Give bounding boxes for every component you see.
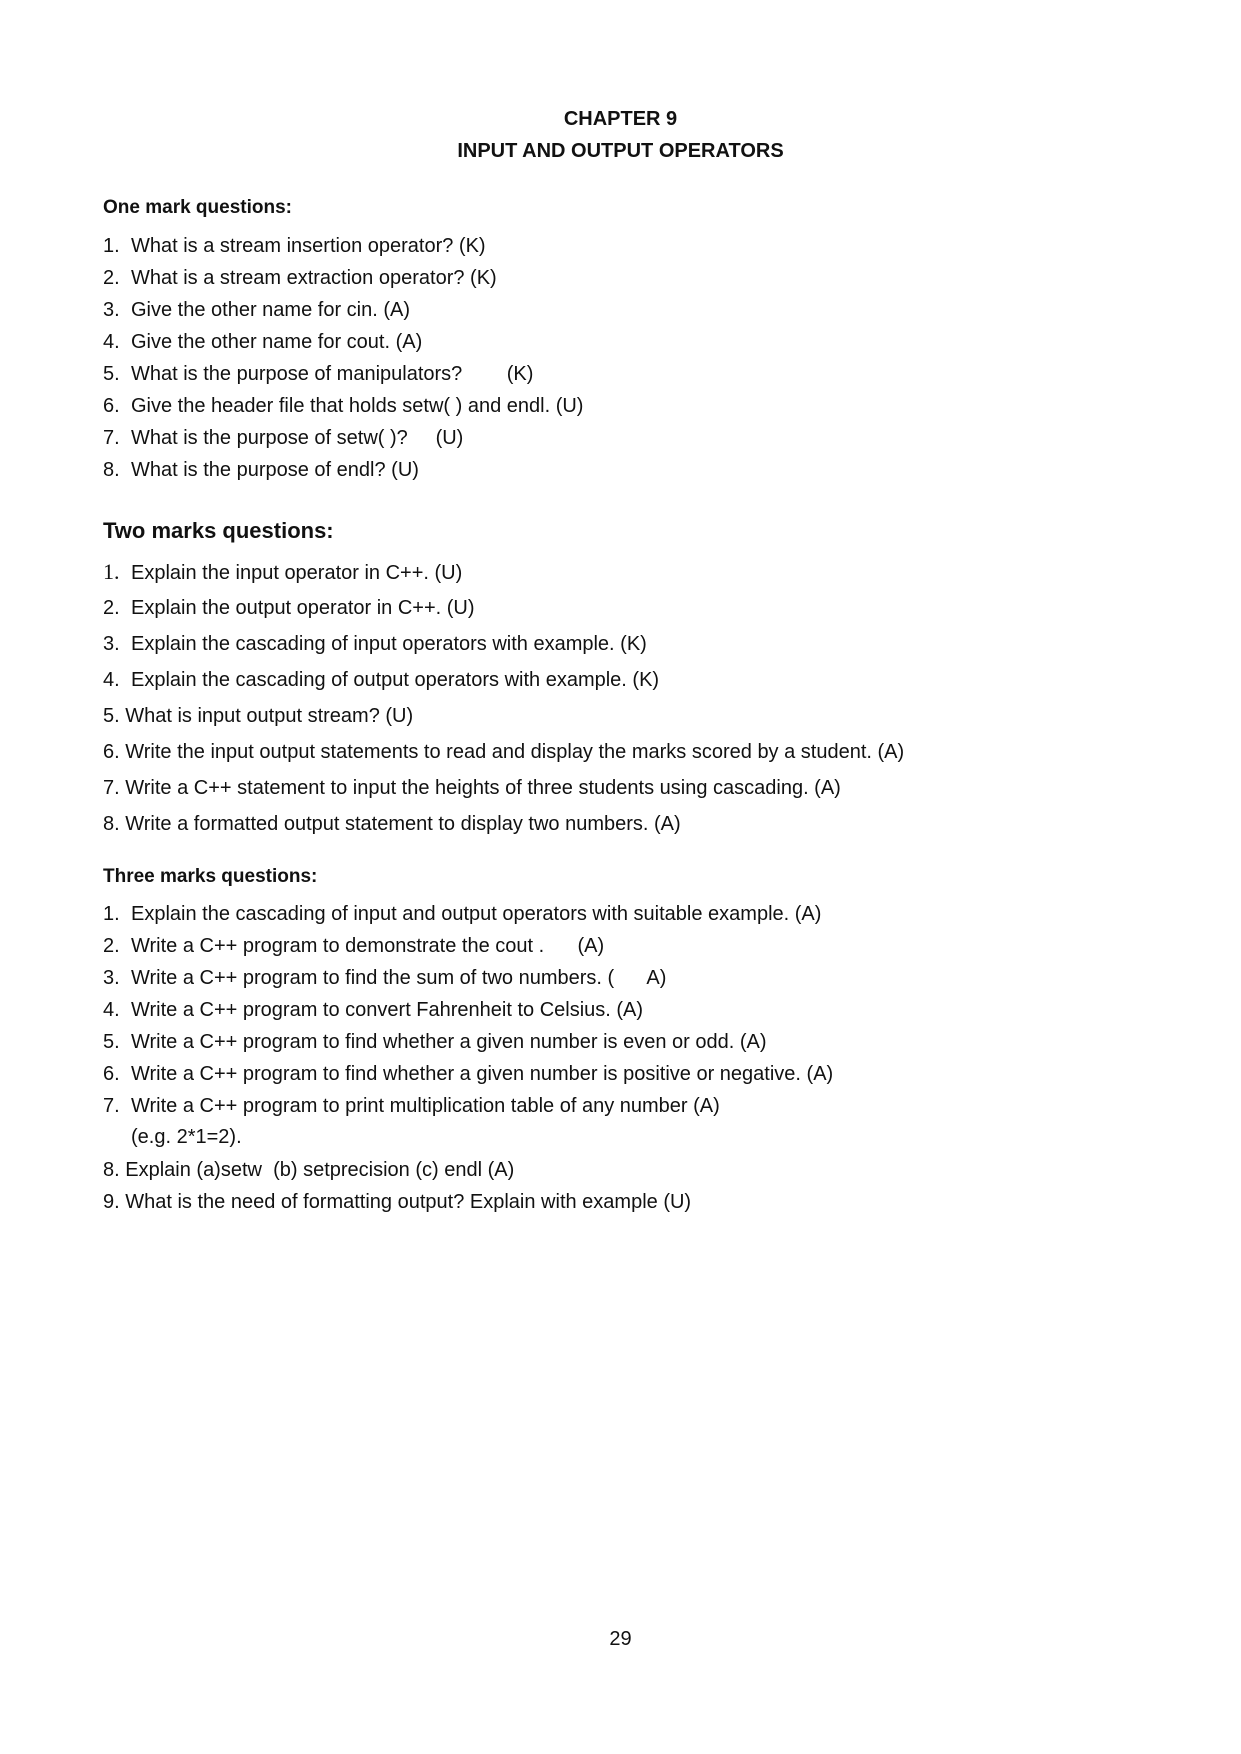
chapter-subtitle: INPUT AND OUTPUT OPERATORS <box>457 140 784 162</box>
question-text: Explain (a)setw (b) setprecision (c) endl (A) <box>125 1159 515 1181</box>
one-mark-question <box>103 298 410 322</box>
question-number: 1. <box>103 559 120 584</box>
question-number: 4. <box>103 669 120 691</box>
two-marks-question <box>103 740 904 764</box>
three-marks-heading: Three marks questions: <box>103 866 318 887</box>
question-text: Write a C++ program to convert Fahrenheit to Celsius. (A) <box>131 999 644 1021</box>
question-number: 8. <box>103 1159 120 1181</box>
one-mark-question <box>103 266 497 290</box>
question-number: 6. <box>103 741 120 763</box>
question-text: Write a C++ program to demonstrate the cout . (A) <box>131 935 605 957</box>
one-mark-question <box>103 458 419 482</box>
one-mark-question <box>103 362 533 386</box>
question-text: What is a stream extraction operator? (K) <box>131 267 497 289</box>
three-marks-question <box>103 1158 514 1182</box>
three-marks-question <box>103 1062 833 1086</box>
three-marks-question <box>103 1190 691 1214</box>
question-text: Explain the cascading of output operators with example. (K) <box>131 669 660 691</box>
two-marks-question <box>103 776 841 800</box>
question-number: 4. <box>103 999 120 1021</box>
one-mark-question <box>103 394 583 418</box>
question-number: 2. <box>103 935 120 957</box>
question-number: 5. <box>103 1031 120 1053</box>
three-marks-question <box>103 998 643 1022</box>
question-text: What is the purpose of endl? (U) <box>131 459 419 481</box>
question-number: 7. <box>103 427 120 449</box>
question-number: 6. <box>103 1063 120 1085</box>
two-marks-heading: Two marks questions: <box>103 518 334 543</box>
question-number: 5. <box>103 705 120 727</box>
one-mark-question <box>103 234 486 258</box>
question-number: 1. <box>103 903 120 925</box>
question-text: Explain the cascading of input operators with example. (K) <box>131 633 647 655</box>
page-number: 29 <box>609 1628 632 1650</box>
question-continuation: (e.g. 2*1=2). <box>131 1126 242 1148</box>
two-marks-question <box>103 704 413 728</box>
question-number: 7. <box>103 1095 120 1117</box>
question-text: Explain the cascading of input and output operators with suitable example. (A) <box>131 903 822 925</box>
one-mark-question <box>103 426 463 450</box>
question-text: Write the input output statements to read and display the marks scored by a student. (A) <box>125 741 905 763</box>
question-text: Write a C++ program to find the sum of two numbers. ( A) <box>131 967 667 989</box>
one-mark-heading: One mark questions: <box>103 197 292 218</box>
two-marks-question <box>103 812 681 836</box>
question-number: 2. <box>103 267 120 289</box>
question-text: Explain the input operator in C++. (U) <box>131 562 463 584</box>
question-number: 5. <box>103 363 120 385</box>
question-number: 7. <box>103 777 120 799</box>
question-text: What is the need of formatting output? Explain with example (U) <box>125 1191 692 1213</box>
one-mark-question <box>103 330 422 354</box>
question-text: Write a C++ program to find whether a given number is even or odd. (A) <box>131 1031 767 1053</box>
question-text: Give the other name for cin. (A) <box>131 299 411 321</box>
question-text: What is the purpose of manipulators? (K) <box>131 363 534 385</box>
three-marks-question <box>103 902 821 926</box>
question-text: Write a C++ program to print multiplication table of any number (A) <box>131 1095 720 1117</box>
question-text: Write a C++ program to find whether a given number is positive or negative. (A) <box>131 1063 834 1085</box>
question-text: Give the header file that holds setw( ) and endl. (U) <box>131 395 584 417</box>
question-number: 4. <box>103 331 120 353</box>
question-text: Give the other name for cout. (A) <box>131 331 423 353</box>
two-marks-question <box>103 668 659 692</box>
three-marks-question <box>103 1094 720 1118</box>
question-text: What is a stream insertion operator? (K) <box>131 235 486 257</box>
question-number: 8. <box>103 813 120 835</box>
three-marks-question <box>103 966 666 990</box>
question-number: 6. <box>103 395 120 417</box>
question-text: What is input output stream? (U) <box>125 705 414 727</box>
question-number: 1. <box>103 235 120 257</box>
question-text: Write a formatted output statement to display two numbers. (A) <box>125 813 681 835</box>
question-number: 9. <box>103 1191 120 1213</box>
question-number: 3. <box>103 299 120 321</box>
question-number: 3. <box>103 967 120 989</box>
question-number: 2. <box>103 597 120 619</box>
three-marks-question <box>103 1030 767 1054</box>
question-number: 8. <box>103 459 120 481</box>
question-text: Write a C++ statement to input the heights of three students using cascading. (A) <box>125 777 841 799</box>
question-text: What is the purpose of setw( )? (U) <box>131 427 464 449</box>
question-number: 3. <box>103 633 120 655</box>
two-marks-question <box>103 596 475 620</box>
chapter-title: CHAPTER 9 <box>563 108 678 130</box>
question-text: Explain the output operator in C++. (U) <box>131 597 475 619</box>
two-marks-question <box>103 632 647 656</box>
two-marks-question <box>103 560 462 585</box>
three-marks-question <box>103 934 604 958</box>
